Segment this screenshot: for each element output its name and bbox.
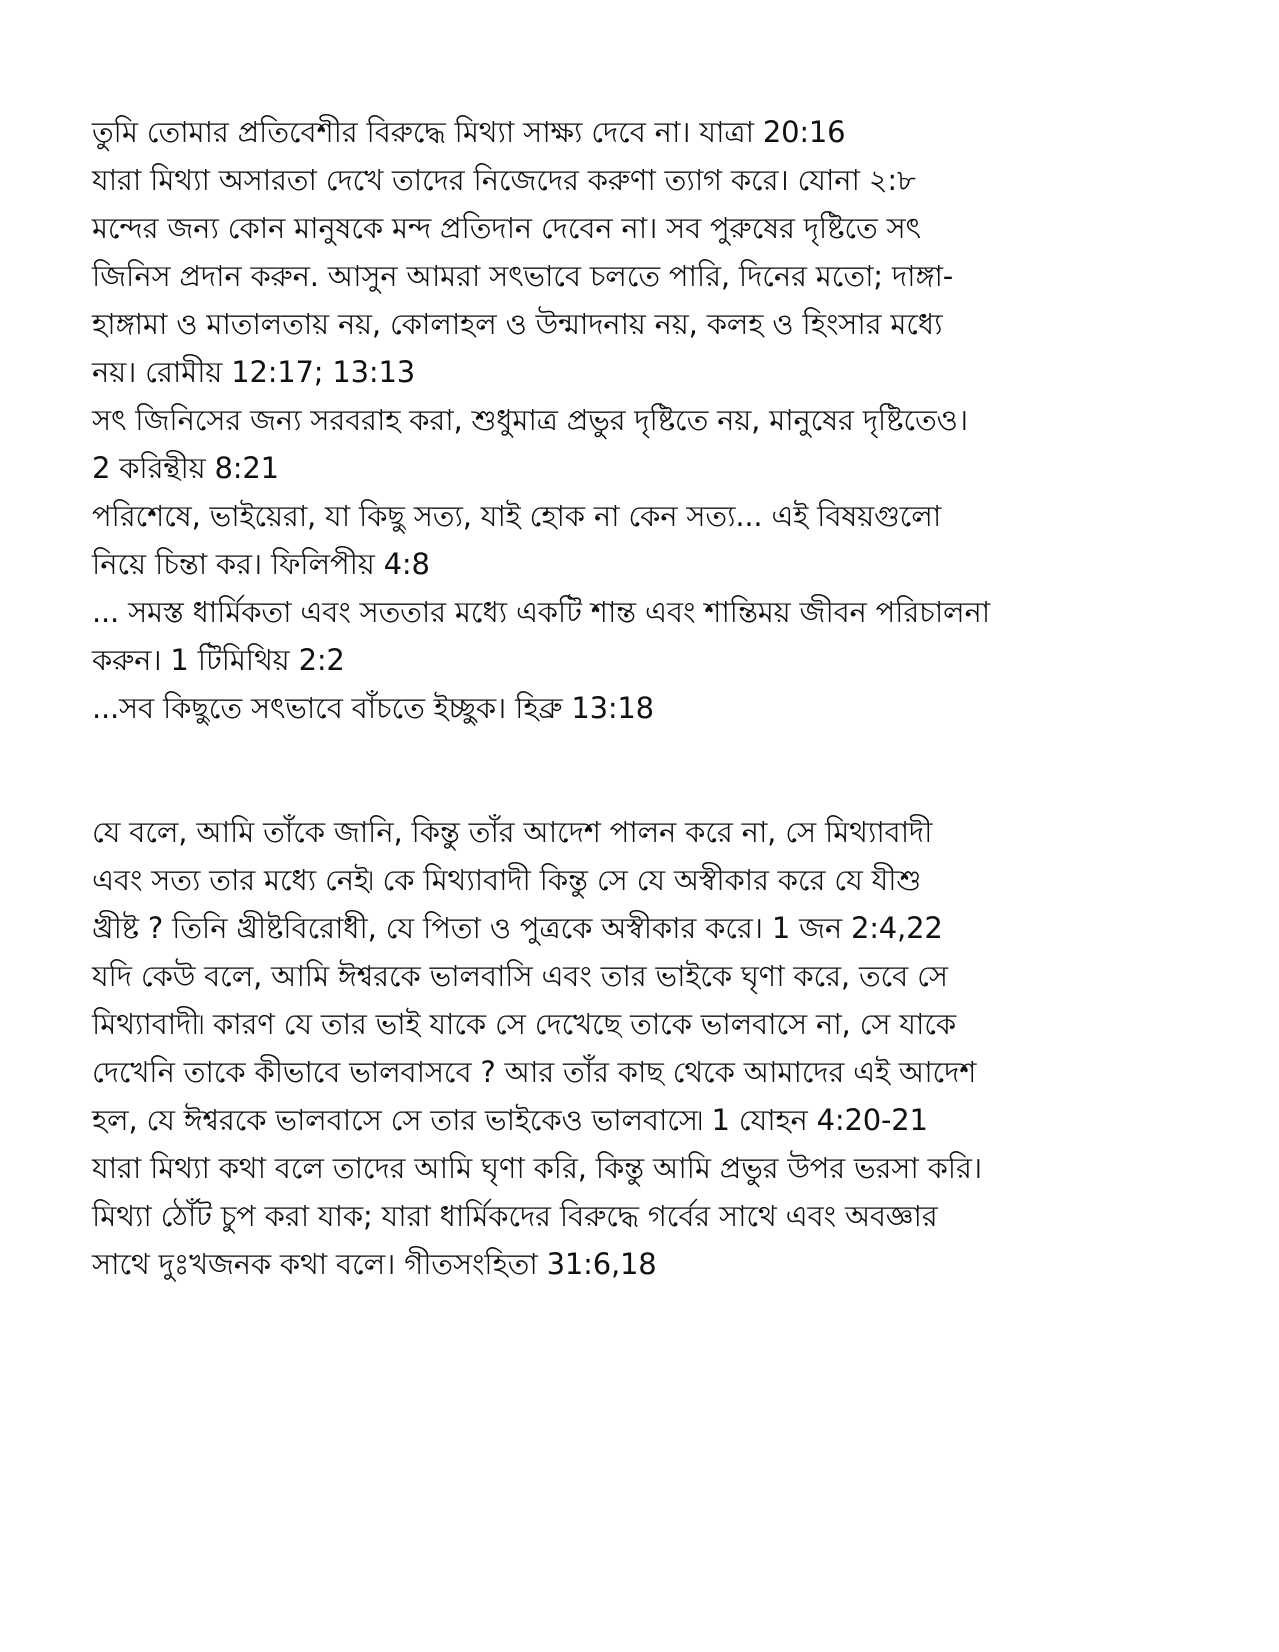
text-line: যারা মিথ্যা কথা বলে তাদের আমি ঘৃণা করি, কিন্তু আমি প্রভুর উপর ভরসা করি। — [92, 1151, 982, 1185]
text-line: তুমি তোমার প্রতিবেশীর বিরুদ্ধে মিথ্যা সাক্ষ্য দেবে না। যাত্রা 20:16 — [92, 115, 846, 149]
text-line: দেখেনি তাকে কীভাবে ভালবাসবে ? আর তাঁর কাছ থেকে আমাদের এই আদেশ — [92, 1055, 977, 1089]
text-line: মন্দের জন্য কোন মানুষকে মন্দ প্রতিদান দেবেন না। সব পুরুষের দৃষ্টিতে সৎ — [92, 211, 921, 245]
paragraph-block-1 — [92, 108, 1182, 732]
text-line: সৎ জিনিসের জন্য সরবরাহ করা, শুধুমাত্র প্রভুর দৃষ্টিতে নয়, মানুষের দৃষ্টিতেও। — [92, 403, 968, 437]
paragraph-block-2 — [92, 808, 1182, 1288]
text-line: হল, যে ঈশ্বরকে ভালবাসে সে তার ভাইকেও ভালবাসে৷ 1 যোহন 4:20-21 — [92, 1103, 928, 1137]
text-line: করুন। 1 টিমিথিয় 2:2 — [92, 643, 345, 677]
text-line: জিনিস প্রদান করুন. আসুন আমরা সৎভাবে চলতে পারি, দিনের মতো; দাঙ্গা- — [92, 259, 954, 293]
text-line: নিয়ে চিন্তা কর। ফিলিপীয় 4:8 — [92, 547, 430, 581]
text-line: ...সব কিছুতে সৎভাবে বাঁচতে ইচ্ছুক। হিব্রু 13:18 — [92, 691, 654, 725]
text-line: পরিশেষে, ভাইয়েরা, যা কিছু সত্য, যাই হোক না কেন সত্য... এই বিষয়গুলো — [92, 499, 942, 533]
text-line: খ্রীষ্ট ? তিনি খ্রীষ্টবিরোধী, যে পিতা ও পুত্রকে অস্বীকার করে। 1 জন 2:4,22 — [92, 911, 943, 945]
text-line: যদি কেউ বলে, আমি ঈশ্বরকে ভালবাসি এবং তার ভাইকে ঘৃণা করে, তবে সে — [92, 959, 948, 993]
text-line: নয়। রোমীয় 12:17; 13:13 — [92, 355, 415, 389]
text-line: 2 করিন্থীয় 8:21 — [92, 451, 279, 485]
text-line: সাথে দুঃখজনক কথা বলে। গীতসংহিতা 31:6,18 — [92, 1247, 657, 1281]
text-line: যারা মিথ্যা অসারতা দেখে তাদের নিজেদের করুণা ত্যাগ করে। যোনা ২:৮ — [92, 163, 916, 197]
text-line: ... সমস্ত ধার্মিকতা এবং সততার মধ্যে একটি শান্ত এবং শান্তিময় জীবন পরিচালনা — [92, 595, 990, 629]
text-line: মিথ্যাবাদী৷ কারণ যে তার ভাই যাকে সে দেখেছে তাকে ভালবাসে না, সে যাকে — [92, 1007, 956, 1041]
text-line: মিথ্যা ঠোঁট চুপ করা যাক; যারা ধার্মিকদের বিরুদ্ধে গর্বের সাথে এবং অবজ্ঞার — [92, 1199, 938, 1233]
text-line: হাঙ্গামা ও মাতালতায় নয়, কোলাহল ও উন্মাদনায় নয়, কলহ ও হিংসার মধ্যে — [92, 307, 943, 341]
text-line: যে বলে, আমি তাঁকে জানি, কিন্তু তাঁর আদেশ পালন করে না, সে মিথ্যাবাদী — [92, 815, 933, 849]
text-line: এবং সত্য তার মধ্যে নেই৷ কে মিথ্যাবাদী কিন্তু সে যে অস্বীকার করে যে যীশু — [92, 863, 922, 897]
paragraph-gap — [92, 732, 1179, 808]
